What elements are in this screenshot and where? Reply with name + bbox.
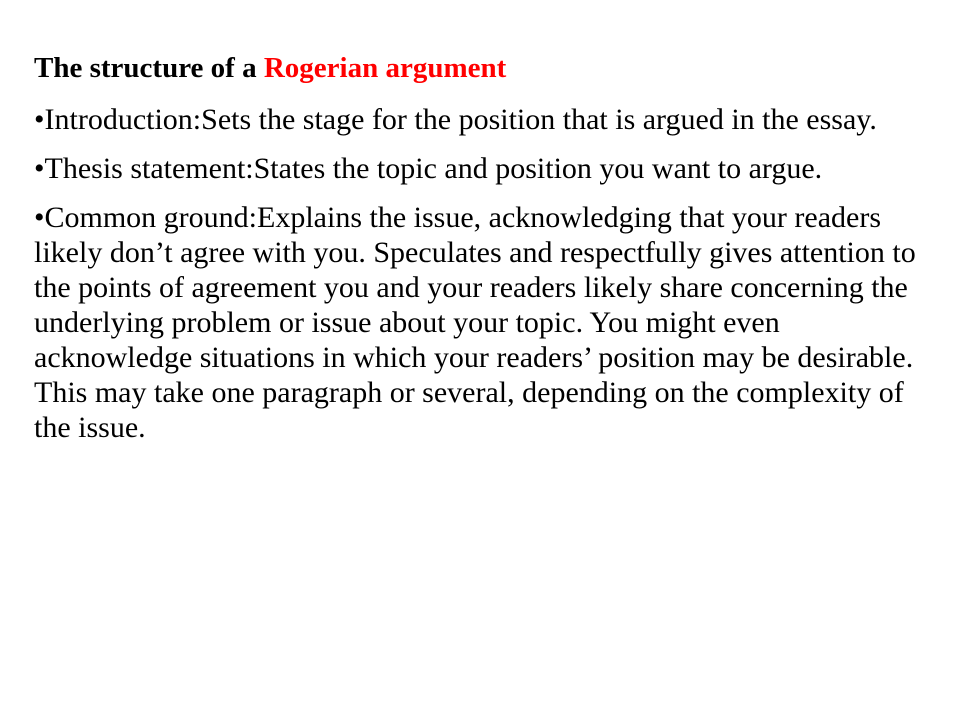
slide-title-highlight: Rogerian argument	[263, 52, 507, 84]
bullet-thesis-statement: •Thesis statement:States the topic and position you want to argue.	[34, 152, 823, 185]
bullet-common-ground: •Common ground:Explains the issue, acknowledging that your readers likely don’t agree with you. Speculates and respectfully gives attention to the points of agreement you and your readers likely share concerning the underlying problem or issue about your topic. You might even acknowledge situations in which your readers’ position may be desirable. This may take one paragraph or several, depending on the complexity of the issue.	[34, 201, 916, 444]
slide-title	[34, 48, 924, 88]
slide-title-prefix: The structure of a	[34, 52, 264, 84]
slide-content	[34, 48, 924, 459]
bullet-introduction: •Introduction:Sets the stage for the position that is argued in the essay.	[34, 103, 877, 136]
